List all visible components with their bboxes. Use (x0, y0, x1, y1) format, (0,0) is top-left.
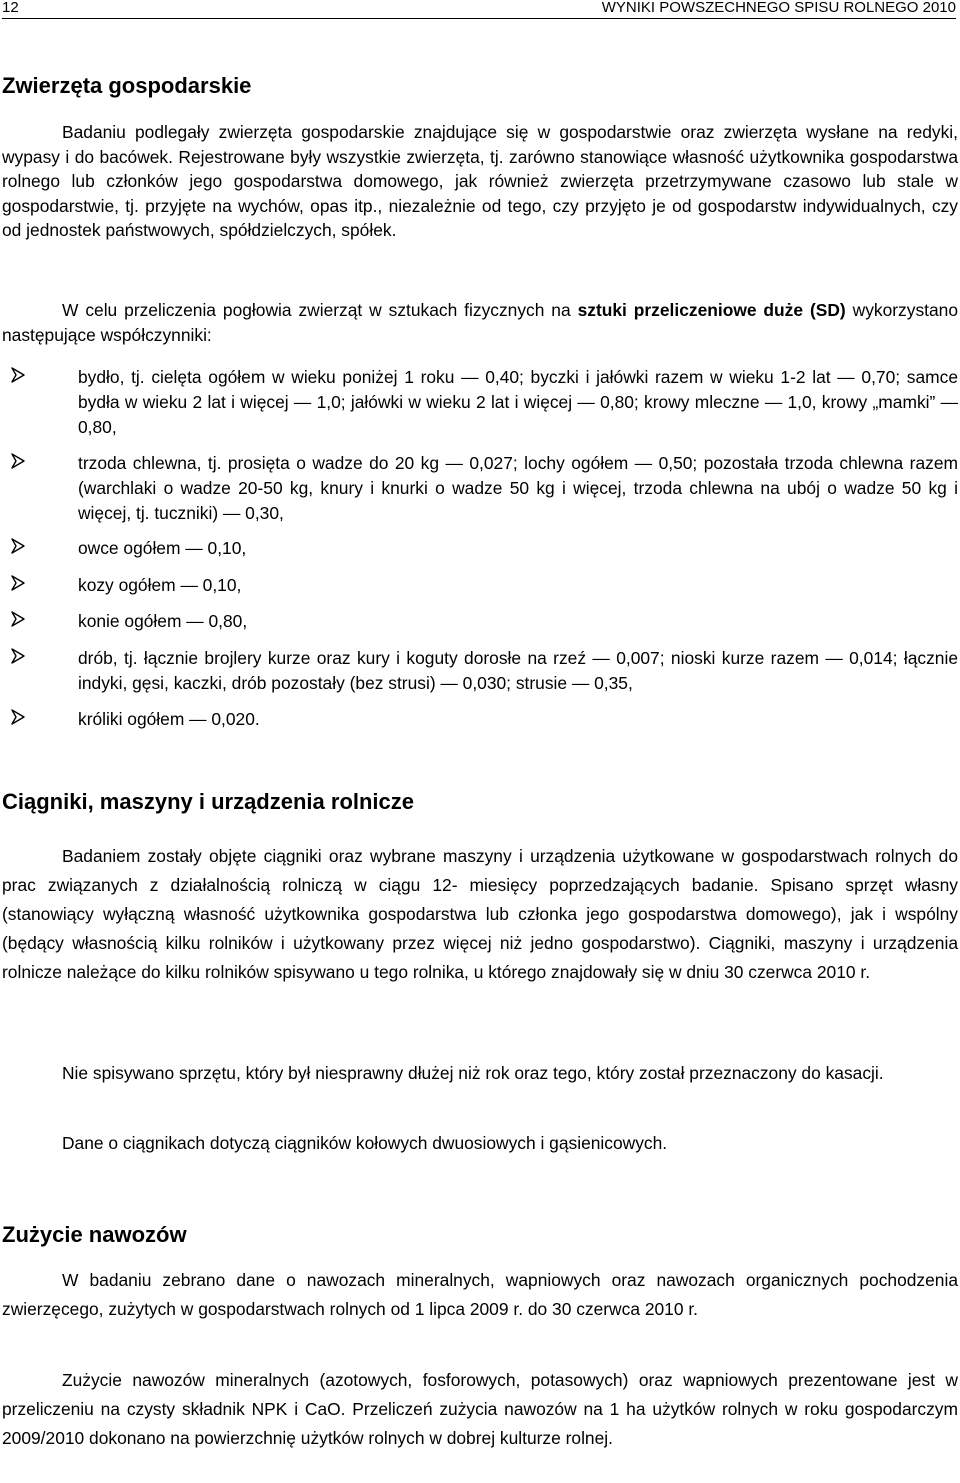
arrow-bullet-icon (10, 709, 26, 725)
arrow-bullet-icon (10, 538, 26, 554)
arrow-bullet-icon (10, 648, 26, 664)
coefficient-intro-end: wykorzystano następujące współczynniki: (2, 300, 958, 345)
list-item-text: kozy ogółem — 0,10, (78, 575, 242, 595)
heading-machinery: Ciągniki, maszyny i urządzenia rolnicze (2, 789, 415, 814)
arrow-bullet-icon (10, 453, 26, 469)
arrow-bullet-icon (10, 575, 26, 591)
heading-livestock: Zwierzęta gospodarskie (2, 73, 252, 98)
machinery-paragraph-3: Dane o ciągnikach dotyczą ciągników kołowych dwuosiowych i gąsienicowych. (62, 1133, 668, 1153)
livestock-paragraph-1: Badaniu podlegały zwierzęta gospodarskie znajdujące się w gospodarstwie oraz zwierzęta wysłane na redyki, wypasy i do bacówek. Rejestrowane były wszystkie zwierzęta, tj. zarówno stanowiące własność użytkownika gospodarstwa rolnego lub członków jego gospodarstwa domowego, jak również zwierzęta przetrzymywane czasowo lub stale w gospodarstwie, tj. przyjęte na wychów, opas itp., niezależnie od tego, czy przyjęto je od gospodarstw indywidualnych, czy od jednostek państwowych, spółdzielczych, spółek. (2, 122, 958, 240)
arrow-bullet-icon (10, 367, 26, 383)
list-item-text: drób, tj. łącznie brojlery kurze oraz kury i koguty dorosłe na rzeź — 0,007; nioski kurze razem — 0,014; łącznie indyki, gęsi, kaczki, drób pozostały (bez strusi) — 0,030; strusie — 0,35, (78, 648, 958, 693)
arrow-bullet-icon (10, 611, 26, 627)
fertilizers-paragraph-2: Zużycie nawozów mineralnych (azotowych, fosforowych, potasowych) oraz wapniowych prezentowane jest w przeliczeniu na czysty składnik NPK i CaO. Przeliczeń zużycia nawozów na 1 ha użytków rolnych w roku gospodarczym 2009/2010 dokonano na powierzchnię użytków rolnych w dobrej kulturze rolnej. (2, 1370, 958, 1448)
list-item-text: króliki ogółem — 0,020. (78, 709, 260, 729)
publication-title: WYNIKI POWSZECHNEGO SPISU ROLNEGO 2010 (601, 0, 956, 16)
list-item-text: bydło, tj. cielęta ogółem w wieku poniżej 1 roku — 0,40; byczki i jałówki razem w wieku 1-2 lat — 0,70; samce bydła w wieku 2 lat i więcej — 1,0; jałówki w wieku 2 lat i więcej — 0,80; krowy mleczne — 1,0, krowy „mamki” — 0,80, (78, 367, 958, 437)
heading-fertilizers: Zużycie nawozów (2, 1222, 187, 1247)
livestock-paragraph-2 (2, 298, 958, 347)
list-item-text: konie ogółem — 0,80, (78, 611, 248, 631)
page-number: 12 (2, 0, 19, 16)
coefficient-intro: W celu przeliczenia pogłowia zwierząt w sztukach fizycznych na (62, 300, 571, 320)
machinery-paragraph-2: Nie spisywano sprzętu, który był niesprawny dłużej niż rok oraz tego, który został przeznaczony do kasacji. (62, 1063, 884, 1083)
livestock-unit-term: sztuki przeliczeniowe duże (SD) (577, 300, 846, 320)
machinery-paragraph-1: Badaniem zostały objęte ciągniki oraz wybrane maszyny i urządzenia użytkowane w gospodarstwach rolnych do prac związanych z działalnością rolniczą w ciągu 12- miesięcy poprzedzających badanie. Spisano sprzęt własny (stanowiący wyłączną własność użytkownika gospodarstwa lub członka jego gospodarstwa domowego), jak i wspólny (będący własnością kilku rolników i użytkowany przez więcej niż jedno gospodarstwo). Ciągniki, maszyny i urządzenia rolnicze należące do kilku rolników spisywano u tego rolnika, u którego znajdowały się w dniu 30 czerwca 2010 r. (2, 846, 958, 982)
list-item-text: trzoda chlewna, tj. prosięta o wadze do 20 kg — 0,027; lochy ogółem — 0,50; pozostała trzoda chlewna razem (warchlaki o wadze 20-50 kg, knury i knurki o wadze 50 kg i więcej, trzoda chlewna na ubój o wadze 50 kg i więcej, tj. tuczniki) — 0,30, (78, 453, 958, 523)
running-header (2, 0, 956, 19)
list-item-text: owce ogółem — 0,10, (78, 538, 247, 558)
fertilizers-paragraph-1: W badaniu zebrano dane o nawozach mineralnych, wapniowych oraz nawozach organicznych pochodzenia zwierzęcego, zużytych w gospodarstwach rolnych od 1 lipca 2009 r. do 30 czerwca 2010 r. (2, 1270, 958, 1319)
